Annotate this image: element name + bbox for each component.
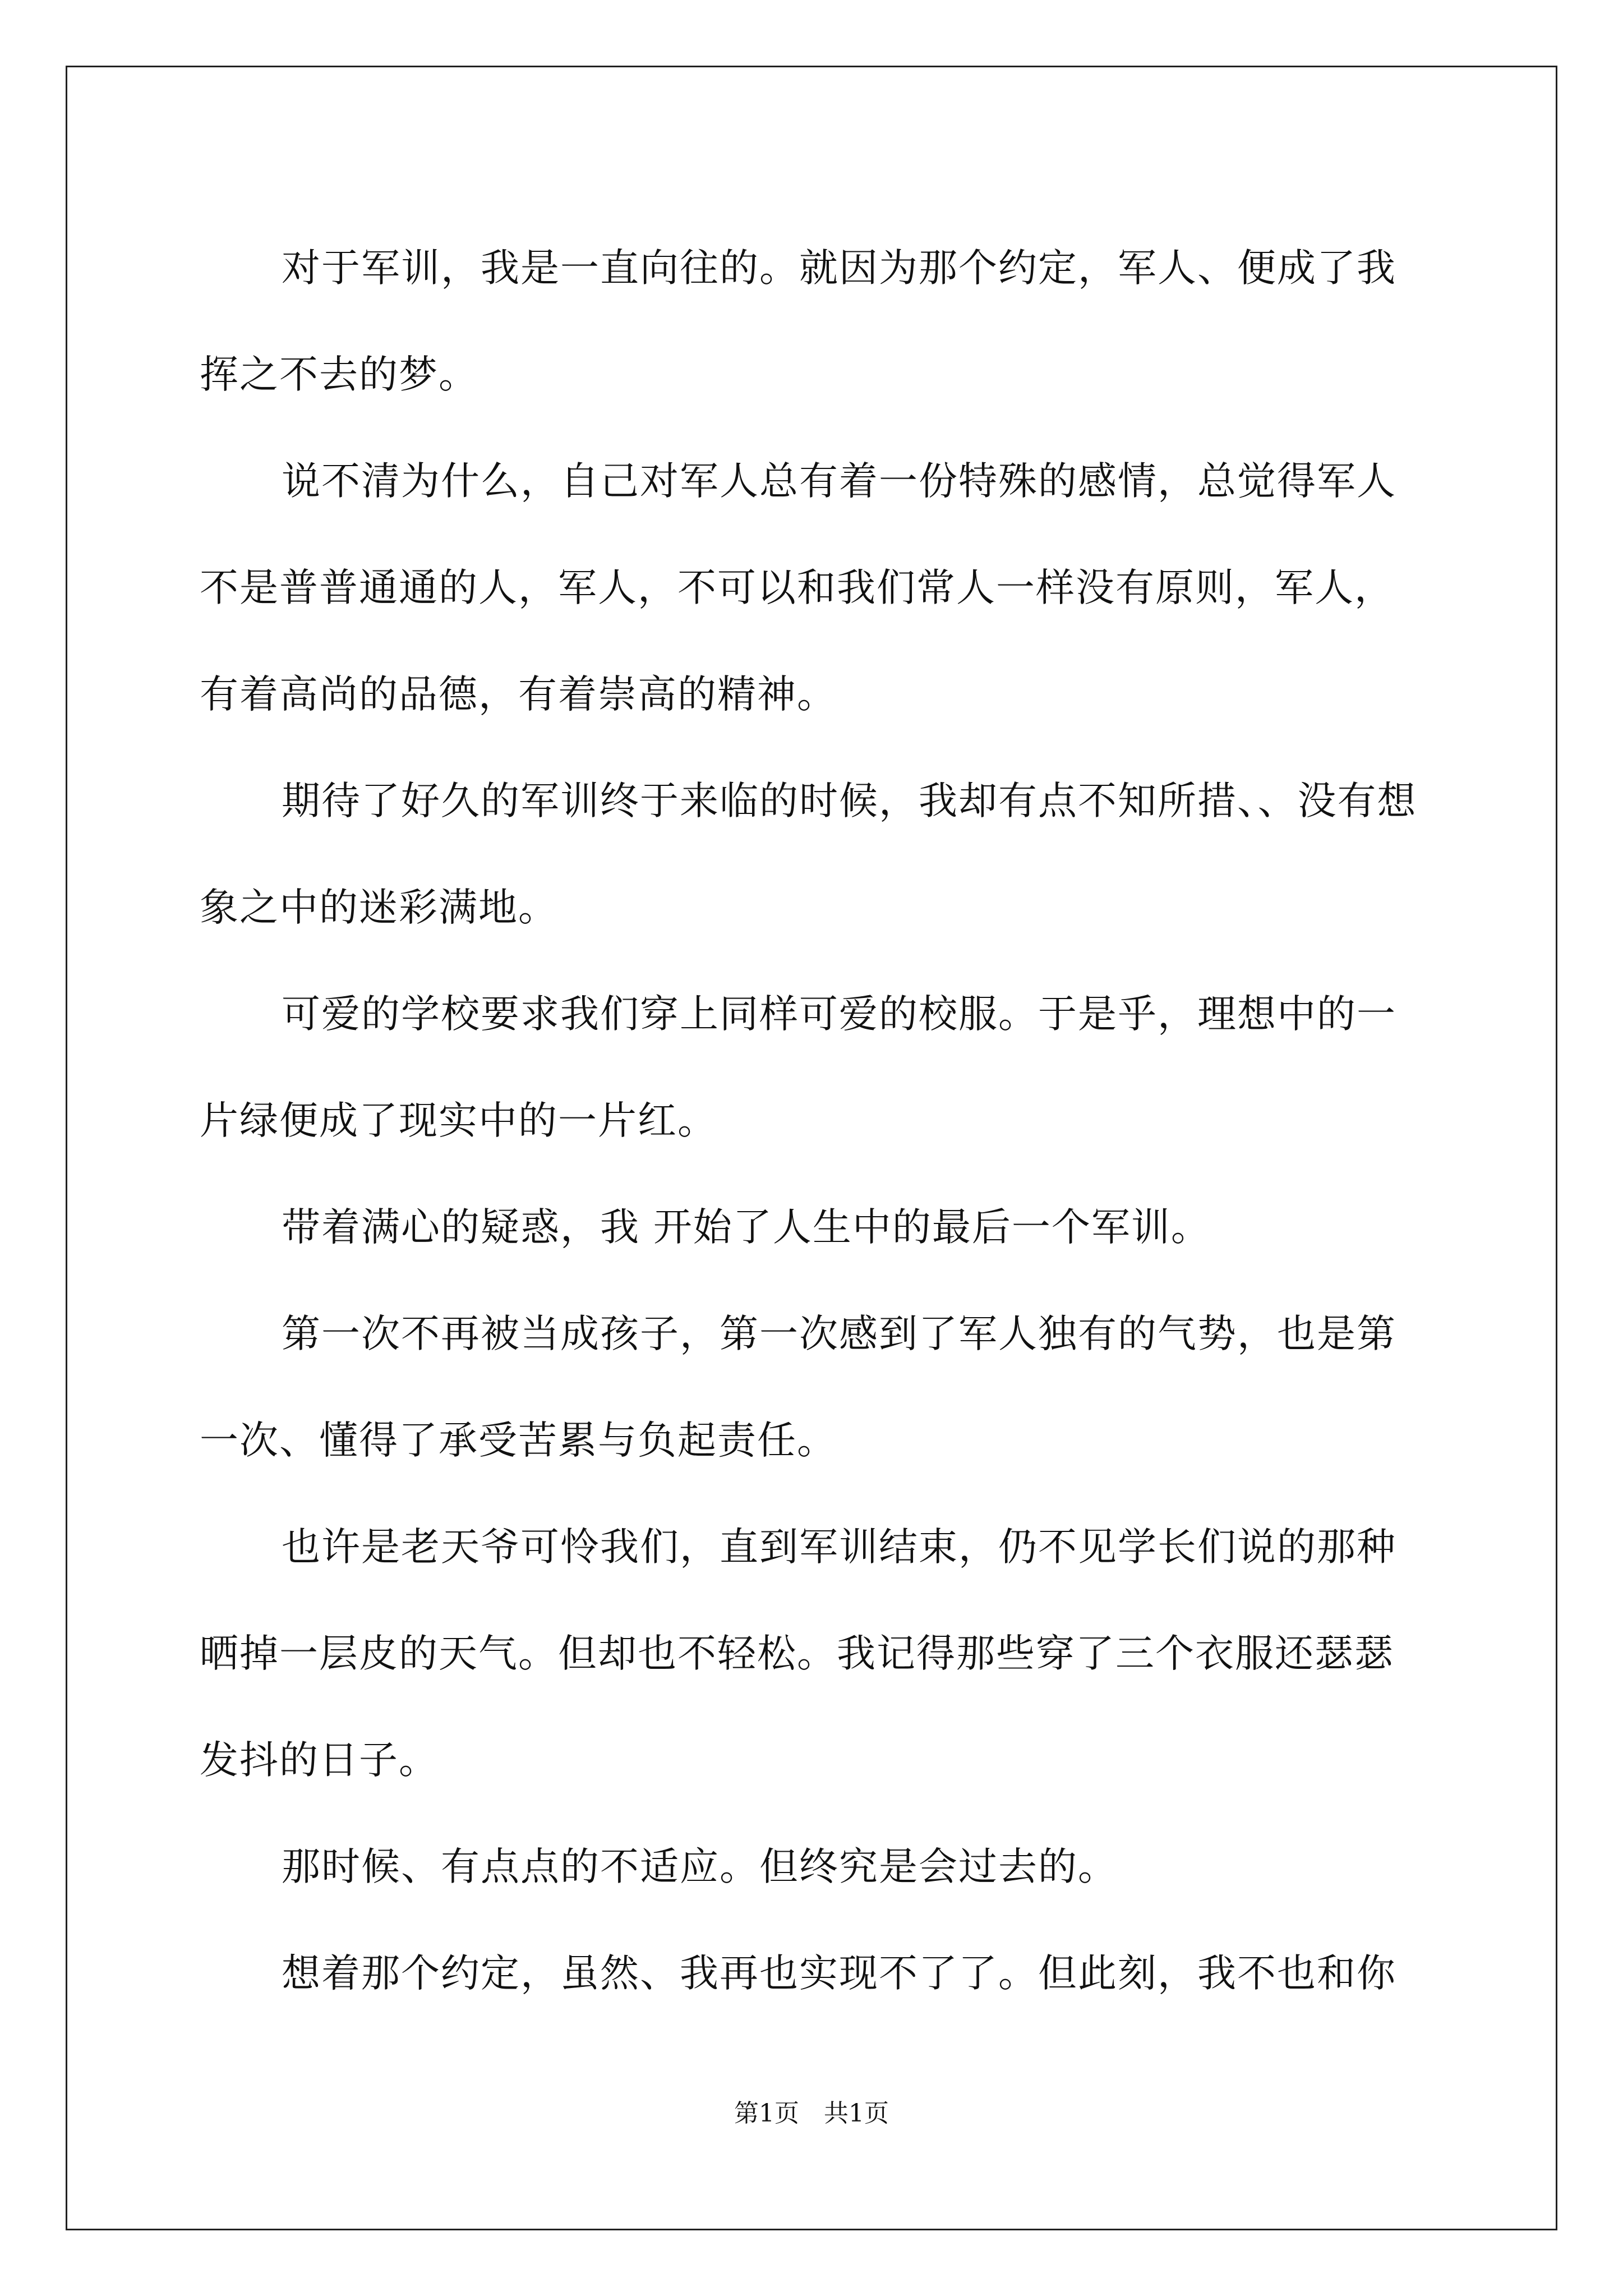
paragraph-8: 那时候、有点点的不适应。但终究是会过去的。	[282, 1844, 1118, 1889]
paragraph-5: 带着满心的疑惑，我 开始了人生中的最后一个军训。	[282, 1205, 1211, 1250]
paragraph-7: 也许是老天爷可怜我们，直到军训结束，仍不见学长们说的那种晒掉一层皮的天气。但却也不轻松。我记得那些穿了三个衣服还瑟瑟发抖的日子。	[200, 1525, 1396, 1783]
paragraph-9: 想着那个约定，虽然、我再也实现不了了。但此刻，我不也和你	[282, 1951, 1396, 1996]
paragraph-6: 第一次不再被当成孩子，第一次感到了军人独有的气势，也是第一次、懂得了承受苦累与负起责任。	[200, 1312, 1396, 1463]
document-body	[200, 215, 1431, 2027]
paragraph-2: 说不清为什么，自己对军人总有着一份特殊的感情，总觉得军人不是普普通通的人，军人，不可以和我们常人一样没有原则，军人，有着高尚的品德，有着崇高的精神。	[200, 459, 1396, 717]
paragraph-1: 对于军训，我是一直向往的。就因为那个约定，军人、便成了我挥之不去的梦。	[200, 246, 1396, 397]
page-number-footer: 第1页 共1页	[734, 2099, 889, 2128]
paragraph-4: 可爱的学校要求我们穿上同样可爱的校服。于是乎，理想中的一片绿便成了现实中的一片红。	[200, 992, 1396, 1143]
paragraph-3: 期待了好久的军训终于来临的时候，我却有点不知所措、、没有想象之中的迷彩满地。	[200, 779, 1417, 930]
